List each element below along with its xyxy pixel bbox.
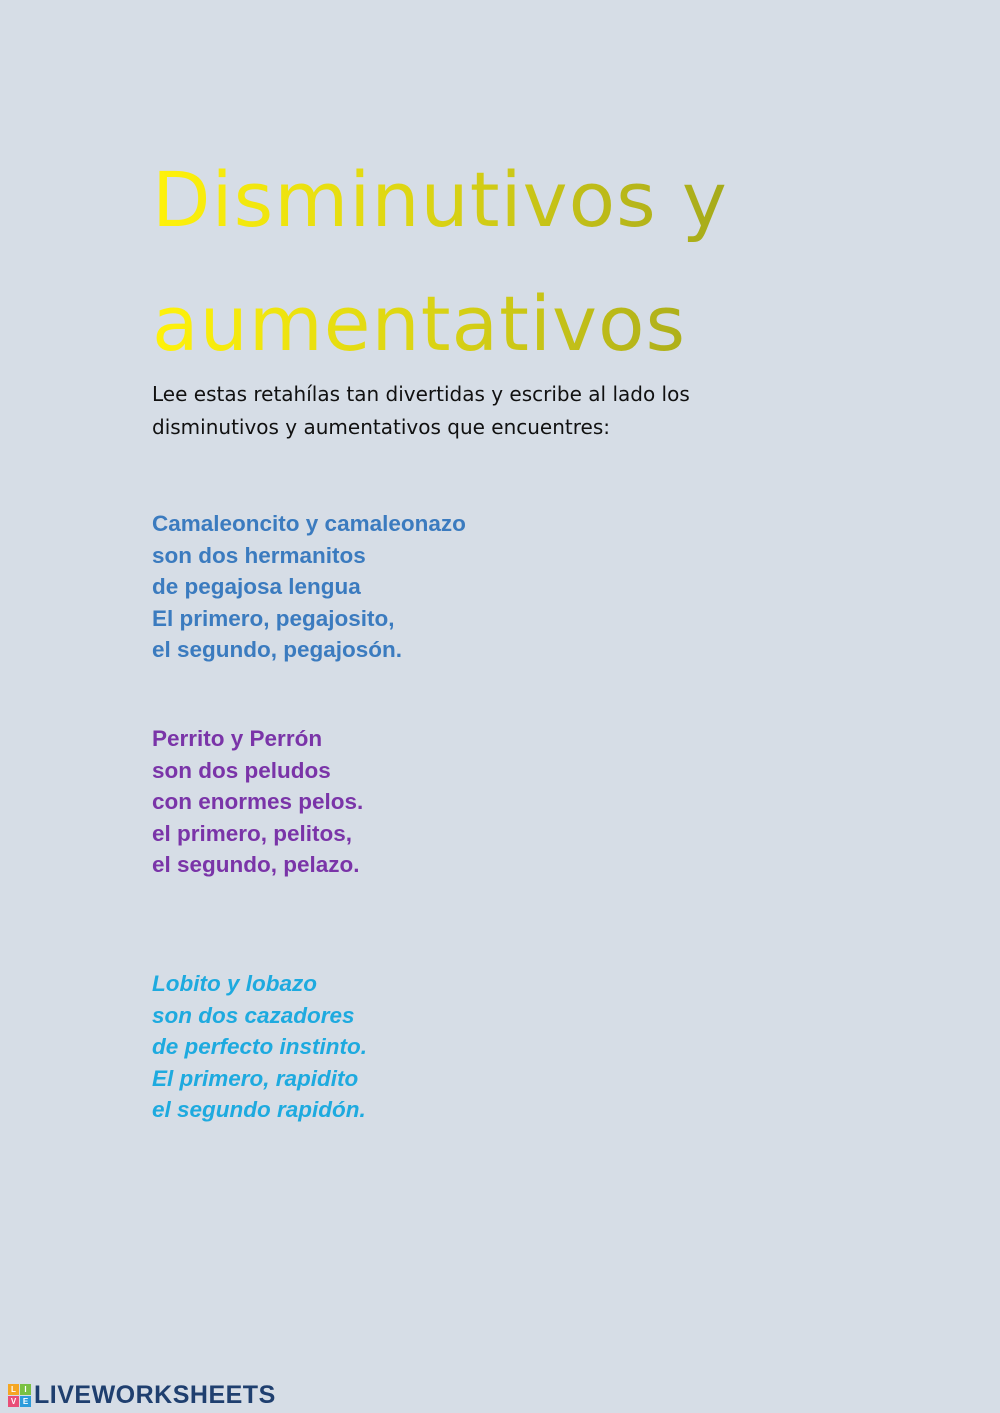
poem-line: son dos hermanitos [152,542,366,568]
liveworksheets-logo-icon: L I V E [8,1384,31,1407]
poem-line: Camaleoncito y camaleonazo [152,511,466,536]
poem-line: Lobito y lobazo [152,971,317,996]
poem-lobo [152,968,652,1126]
title-line-1: Disminutivos y [152,155,728,244]
poem-line: el primero, pelitos, [152,820,353,846]
instructions [152,378,792,444]
logo-text: LIVEWORKSHEETS [34,1380,276,1409]
poem-line: son dos peludos [152,757,331,783]
poem-line: son dos cazadores [152,1002,355,1028]
poem-perro [152,723,652,881]
poem-line: el segundo, pegajosón. [152,637,403,662]
instructions-line-2: disminutivos y aumentativos que encuentres: [152,415,610,439]
poem-camaleon [152,508,652,666]
poem-line: el segundo rapidón. [152,1097,366,1122]
instructions-line-1: Lee estas retahílas tan divertidas y escribe al lado los [152,382,690,406]
poem-line: el segundo, pelazo. [152,852,360,877]
title-line-2: aumentativos [152,279,687,368]
poem-line: El primero, pegajosito, [152,605,395,631]
page-title [152,138,872,386]
poem-line: Perrito y Perrón [152,726,323,751]
poem-line: El primero, rapidito [152,1065,359,1091]
poem-line: con enormes pelos. [152,789,364,814]
liveworksheets-logo [8,1382,276,1408]
poem-line: de perfecto instinto. [152,1034,368,1059]
poem-line: de pegajosa lengua [152,574,361,599]
